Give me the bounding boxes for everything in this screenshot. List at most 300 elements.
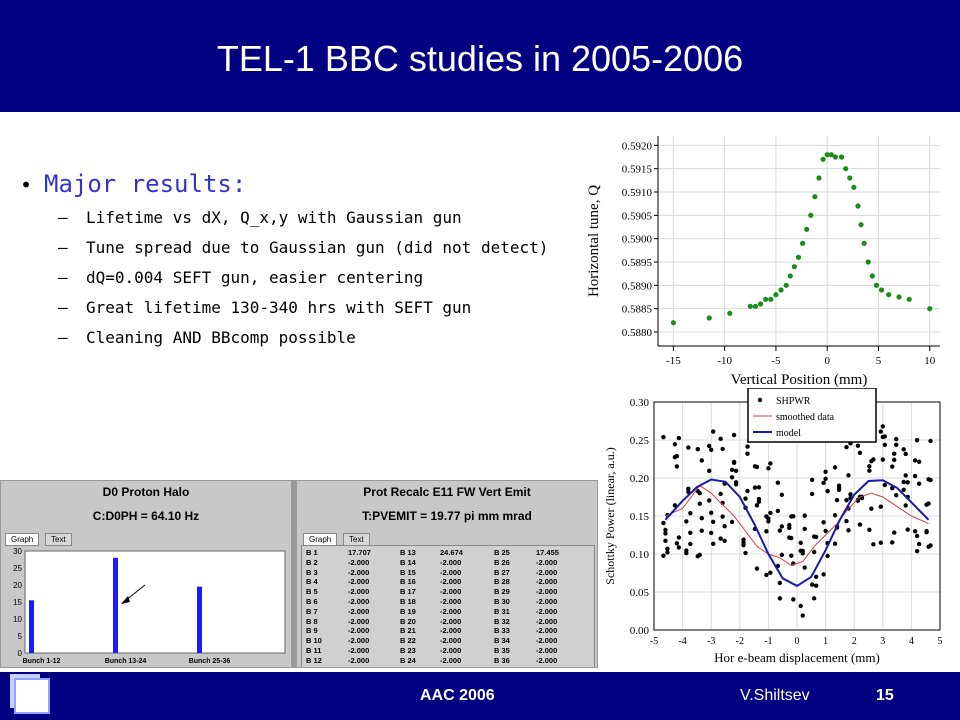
y-tick-label: 0.5910 <box>621 187 652 199</box>
table-cell: B 35 <box>494 646 510 655</box>
data-point <box>768 297 773 302</box>
sub-bullet: – Great lifetime 130-340 hrs with SEFT gun <box>58 298 472 317</box>
data-point <box>700 529 704 533</box>
data-point <box>732 433 736 437</box>
data-point <box>924 529 928 533</box>
data-point <box>707 498 711 502</box>
x-axis-label: Hor e-beam displacement (mm) <box>714 650 880 665</box>
halo-title: D0 Proton Halo <box>102 485 190 499</box>
data-point <box>722 524 726 528</box>
data-point <box>789 514 793 518</box>
data-point <box>757 499 761 503</box>
data-point <box>675 541 679 545</box>
data-point <box>846 528 850 532</box>
y-tick-label: 0.5905 <box>621 210 652 223</box>
y-tick-label: 0.15 <box>629 511 649 523</box>
data-point <box>758 301 763 306</box>
legend-label: smoothed data <box>776 412 835 423</box>
table-cell: 17.707 <box>348 548 371 557</box>
x-tick-label: Bunch 13-24 <box>104 658 147 665</box>
data-point <box>823 529 827 533</box>
table-cell: -2.000 <box>536 597 558 606</box>
data-point <box>722 539 726 543</box>
data-point <box>745 489 749 493</box>
data-point <box>879 541 883 545</box>
data-point <box>823 477 827 481</box>
y-tick-label: 0.5890 <box>621 280 652 293</box>
data-point <box>688 511 692 515</box>
data-point <box>677 436 681 440</box>
data-point <box>730 520 734 524</box>
table-cell: B 6 <box>306 597 318 606</box>
data-point <box>905 527 909 531</box>
data-point <box>768 511 772 515</box>
data-point <box>883 483 887 487</box>
data-point <box>801 549 805 553</box>
footer-bar <box>0 672 960 720</box>
data-point <box>901 447 905 451</box>
table-cell: -2.000 <box>536 646 558 655</box>
data-point <box>808 213 813 218</box>
table-cell: B 12 <box>306 655 322 665</box>
data-point <box>766 519 770 523</box>
table-cell: B 10 <box>306 636 322 646</box>
data-point <box>741 540 745 544</box>
y-tick-label: 0.20 <box>629 473 649 485</box>
data-point <box>915 549 919 553</box>
data-point <box>755 465 759 469</box>
table-cell: -2.000 <box>348 557 370 567</box>
data-point <box>886 292 891 297</box>
table-cell: B 14 <box>400 557 416 567</box>
data-point <box>799 604 803 608</box>
table-cell: -2.000 <box>536 636 558 646</box>
table-cell: -2.000 <box>440 597 462 606</box>
table-cell: B 7 <box>306 606 318 616</box>
data-point <box>927 306 932 311</box>
footer-author: V.Shiltsev <box>740 687 810 704</box>
data-point <box>823 470 827 474</box>
data-point <box>803 513 807 517</box>
x-tick-label: -15 <box>666 355 681 367</box>
data-point <box>892 458 896 462</box>
data-point <box>821 520 825 524</box>
tune-vs-position-chart <box>580 128 950 390</box>
data-point <box>677 545 681 549</box>
data-point <box>858 222 863 227</box>
data-point <box>913 529 917 533</box>
table-cell: -2.000 <box>348 616 370 626</box>
data-point <box>858 522 862 526</box>
data-point <box>855 203 860 208</box>
data-point <box>926 545 930 549</box>
data-point <box>803 527 807 531</box>
x-tick-label: Bunch 25-36 <box>188 658 231 665</box>
data-point <box>890 464 894 468</box>
data-point <box>707 444 711 448</box>
data-point <box>709 448 713 452</box>
bar <box>197 587 202 653</box>
table-cell: -2.000 <box>536 557 558 567</box>
data-point <box>743 551 747 555</box>
data-point <box>665 547 669 551</box>
x-tick-label: -4 <box>678 636 687 647</box>
y-tick-label: 0.5885 <box>621 303 652 316</box>
data-point <box>768 571 772 575</box>
data-point <box>727 311 732 316</box>
x-tick-label: 3 <box>880 636 886 647</box>
data-point <box>905 480 909 484</box>
data-point <box>928 478 932 482</box>
y-tick-label: 5 <box>17 632 22 641</box>
data-point <box>711 542 715 546</box>
data-point <box>803 565 807 569</box>
y-tick-label: 0.10 <box>629 549 649 561</box>
sub-bullet-text: Cleaning AND BBcomp possible <box>86 328 356 347</box>
data-point <box>780 553 784 557</box>
bar <box>29 600 34 653</box>
data-point <box>867 464 871 468</box>
table-cell: -2.000 <box>440 636 462 646</box>
x-tick-label: -1 <box>764 636 773 647</box>
data-point <box>661 553 665 557</box>
data-point <box>718 492 722 496</box>
sub-bullet-text: dQ=0.004 SEFT gun, easier centering <box>86 268 424 287</box>
data-point <box>821 481 825 485</box>
table-cell: -2.000 <box>440 557 462 567</box>
x-tick-label: -5 <box>771 355 781 367</box>
data-point <box>844 519 848 523</box>
tab-text-right[interactable]: Text <box>343 533 370 546</box>
x-tick-label: 2 <box>851 636 857 647</box>
data-point <box>745 444 749 448</box>
data-point <box>686 445 690 449</box>
data-point <box>833 513 837 517</box>
table-cell: B 26 <box>494 557 510 567</box>
data-point <box>837 483 841 487</box>
table-cell: B 25 <box>494 548 510 557</box>
table-cell: B 3 <box>306 567 318 577</box>
title-bar <box>0 0 960 112</box>
bunch-emittance-table <box>301 545 595 668</box>
control-room-screenshot <box>0 480 598 668</box>
data-point <box>881 457 885 461</box>
data-point <box>789 553 793 557</box>
data-point <box>788 273 793 278</box>
data-point <box>896 294 901 299</box>
data-point <box>801 613 805 617</box>
data-point <box>894 443 898 447</box>
table-cell: B 19 <box>400 606 416 616</box>
data-point <box>730 468 734 472</box>
table-cell: -2.000 <box>536 655 558 665</box>
table-cell: -2.000 <box>440 655 462 665</box>
data-point <box>778 596 782 600</box>
data-point <box>870 273 875 278</box>
data-point <box>763 297 768 302</box>
x-tick-label: 10 <box>924 355 936 367</box>
y-axis-label: Horizontal tune, Q <box>586 184 602 298</box>
data-point <box>844 445 848 449</box>
table-cell: -2.000 <box>536 567 558 577</box>
data-point <box>766 466 770 470</box>
table-cell: -2.000 <box>440 567 462 577</box>
data-point <box>745 452 749 456</box>
sub-bullet-text: Tune spread due to Gaussian gun (did not detect) <box>86 238 549 257</box>
data-point <box>718 437 722 441</box>
data-point <box>833 465 837 469</box>
data-point <box>698 491 702 495</box>
table-cell: B 15 <box>400 567 416 577</box>
data-point <box>862 241 867 246</box>
data-point <box>907 297 912 302</box>
data-point <box>764 529 768 533</box>
y-tick-label: 0.25 <box>629 435 649 447</box>
data-point <box>903 452 907 456</box>
y-tick-label: 0.5895 <box>621 257 652 269</box>
data-point <box>917 542 921 546</box>
data-point <box>757 485 761 489</box>
sub-bullet: – dQ=0.004 SEFT gun, easier centering <box>58 268 424 287</box>
y-tick-label: 20 <box>13 581 22 590</box>
data-point <box>734 469 738 473</box>
data-point <box>663 539 667 543</box>
halo-value: C:D0PH = 64.10 Hz <box>92 509 200 523</box>
tab-graph-left[interactable]: Graph <box>5 533 39 546</box>
data-point <box>903 503 907 507</box>
y-tick-label: 0.5915 <box>621 163 652 176</box>
data-point <box>881 424 885 428</box>
schottky-power-chart <box>598 388 954 672</box>
data-point <box>791 597 795 601</box>
data-point <box>821 572 825 576</box>
data-point <box>812 534 816 538</box>
x-tick-label: -2 <box>735 636 744 647</box>
data-point <box>780 524 784 528</box>
x-tick-label: -3 <box>707 636 716 647</box>
x-axis-label: Vertical Position (mm) <box>730 372 868 388</box>
data-point <box>856 443 860 447</box>
data-point <box>768 461 772 465</box>
data-point <box>814 575 818 579</box>
data-point <box>778 287 783 292</box>
data-point <box>778 581 782 585</box>
data-point <box>700 458 704 462</box>
table-cell: -2.000 <box>536 606 558 616</box>
data-point <box>671 320 676 325</box>
y-tick-label: 10 <box>13 615 22 624</box>
table-cell: B 4 <box>306 577 318 587</box>
data-point <box>673 442 677 446</box>
table-cell: B 23 <box>400 646 416 655</box>
data-point <box>928 439 932 443</box>
y-tick-label: 0.5880 <box>621 327 652 339</box>
table-cell: -2.000 <box>440 646 462 655</box>
table-cell: B 34 <box>494 636 510 646</box>
data-point <box>879 505 883 509</box>
data-point <box>753 304 758 309</box>
data-point <box>810 492 814 496</box>
data-point <box>874 283 879 288</box>
sub-bullet: – Cleaning AND BBcomp possible <box>58 328 356 347</box>
data-point <box>913 474 917 478</box>
data-point <box>844 498 848 502</box>
x-tick-label: 1 <box>823 636 829 647</box>
data-point <box>661 521 665 525</box>
sub-bullet: – Tune spread due to Gaussian gun (did not detect) <box>58 238 549 257</box>
table-cell: B 20 <box>400 616 416 626</box>
data-point <box>847 175 852 180</box>
data-point <box>796 255 801 260</box>
table-cell: B 2 <box>306 557 318 567</box>
tab-text-left[interactable]: Text <box>45 533 72 546</box>
data-point <box>894 493 898 497</box>
data-point <box>883 434 887 438</box>
data-point <box>846 473 850 477</box>
data-point <box>867 528 871 532</box>
slide-title: TEL-1 BBC studies in 2005-2006 <box>216 38 744 79</box>
data-point <box>903 473 907 477</box>
data-point <box>913 458 917 462</box>
x-tick-label: 5 <box>875 355 882 367</box>
data-point <box>892 452 896 456</box>
table-cell: -2.000 <box>440 587 462 597</box>
data-point <box>894 437 898 441</box>
table-cell: -2.000 <box>348 577 370 587</box>
data-point <box>700 516 704 520</box>
data-point <box>688 531 692 535</box>
data-point <box>837 488 841 492</box>
data-point <box>879 287 884 292</box>
x-tick-label: 0 <box>824 355 830 367</box>
data-point <box>879 429 883 433</box>
tab-graph-right[interactable]: Graph <box>303 533 337 546</box>
table-cell: B 13 <box>400 548 416 557</box>
data-point <box>677 535 681 539</box>
bunch-bar-chart <box>3 545 289 667</box>
table-cell: -2.000 <box>536 616 558 626</box>
data-point <box>816 175 821 180</box>
data-point <box>814 583 818 587</box>
emit-title: Prot Recalc E11 FW Vert Emit <box>363 485 531 499</box>
data-point <box>675 464 679 468</box>
data-point <box>661 435 665 439</box>
data-point <box>901 480 905 484</box>
data-point <box>711 520 715 524</box>
data-point <box>784 283 789 288</box>
data-point <box>839 154 844 159</box>
data-point <box>707 469 711 473</box>
table-cell: -2.000 <box>348 567 370 577</box>
table-cell: -2.000 <box>536 587 558 597</box>
table-cell: B 1 <box>306 548 318 557</box>
legend-marker-points <box>758 398 762 402</box>
table-cell: -2.000 <box>348 587 370 597</box>
table-cell: B 30 <box>494 597 510 606</box>
data-point <box>709 531 713 535</box>
data-point <box>833 154 838 159</box>
table-cell: -2.000 <box>348 597 370 606</box>
y-tick-label: 0.00 <box>629 625 649 637</box>
data-point <box>917 460 921 464</box>
table-cell: -2.000 <box>440 616 462 626</box>
data-point <box>892 530 896 534</box>
data-point <box>871 542 875 546</box>
y-axis-label: Schottky Power (linear, a.u.) <box>603 447 617 585</box>
data-point <box>718 536 722 540</box>
sub-bullet-text: Lifetime vs dX, Q_x,y with Gaussian gun <box>86 208 462 227</box>
plot-area <box>658 136 940 346</box>
data-point <box>709 511 713 515</box>
legend-label: SHPWR <box>776 396 811 407</box>
data-point <box>915 534 919 538</box>
data-point <box>663 528 667 532</box>
data-point <box>789 536 793 540</box>
y-tick-label: 25 <box>13 564 22 573</box>
x-tick-label: 5 <box>937 636 943 647</box>
footer-page-number: 15 <box>876 687 894 704</box>
y-tick-label: 0.05 <box>629 587 649 599</box>
data-point <box>720 447 724 451</box>
table-cell: B 16 <box>400 577 416 587</box>
table-cell: B 8 <box>306 616 318 626</box>
data-point <box>720 514 724 518</box>
data-point <box>688 542 692 546</box>
data-point <box>778 528 782 532</box>
emit-value: T:PVEMIT = 19.77 pi mm mrad <box>362 509 532 523</box>
data-point <box>833 542 837 546</box>
data-point <box>869 506 873 510</box>
legend-label: model <box>776 428 801 439</box>
y-tick-label: 0.5900 <box>621 233 652 246</box>
data-point <box>866 259 871 264</box>
main-bullet <box>20 170 580 198</box>
data-point <box>673 455 677 459</box>
data-point <box>843 166 848 171</box>
main-bullet-text: Major results: <box>44 170 247 198</box>
data-point <box>915 438 919 442</box>
data-point <box>812 550 816 554</box>
y-tick-label: 30 <box>13 547 22 556</box>
table-cell: -2.000 <box>536 577 558 587</box>
table-cell: B 29 <box>494 587 510 597</box>
table-cell: B 24 <box>400 655 416 665</box>
table-cell: -2.000 <box>440 606 462 616</box>
table-cell: B 32 <box>494 616 510 626</box>
table-cell: -2.000 <box>348 636 370 646</box>
bar <box>113 558 118 653</box>
plot-area <box>25 551 285 653</box>
data-point <box>883 443 887 447</box>
data-point <box>799 541 803 545</box>
table-cell: B 22 <box>400 636 416 646</box>
y-tick-label: 0 <box>17 649 22 658</box>
data-point <box>753 485 757 489</box>
footer-conference: AAC 2006 <box>420 687 495 704</box>
table-cell: B 11 <box>306 646 322 655</box>
x-tick-label: 4 <box>908 636 914 647</box>
x-tick-label: Bunch 1-12 <box>22 658 61 665</box>
data-point <box>696 554 700 558</box>
data-point <box>707 315 712 320</box>
data-point <box>858 451 862 455</box>
y-tick-label: 0.5920 <box>621 140 652 153</box>
sub-bullet: – Lifetime vs dX, Q_x,y with Gaussian gun <box>58 208 462 227</box>
table-cell: -2.000 <box>348 646 370 655</box>
data-point <box>773 292 778 297</box>
data-point <box>917 482 921 486</box>
data-point <box>901 488 905 492</box>
